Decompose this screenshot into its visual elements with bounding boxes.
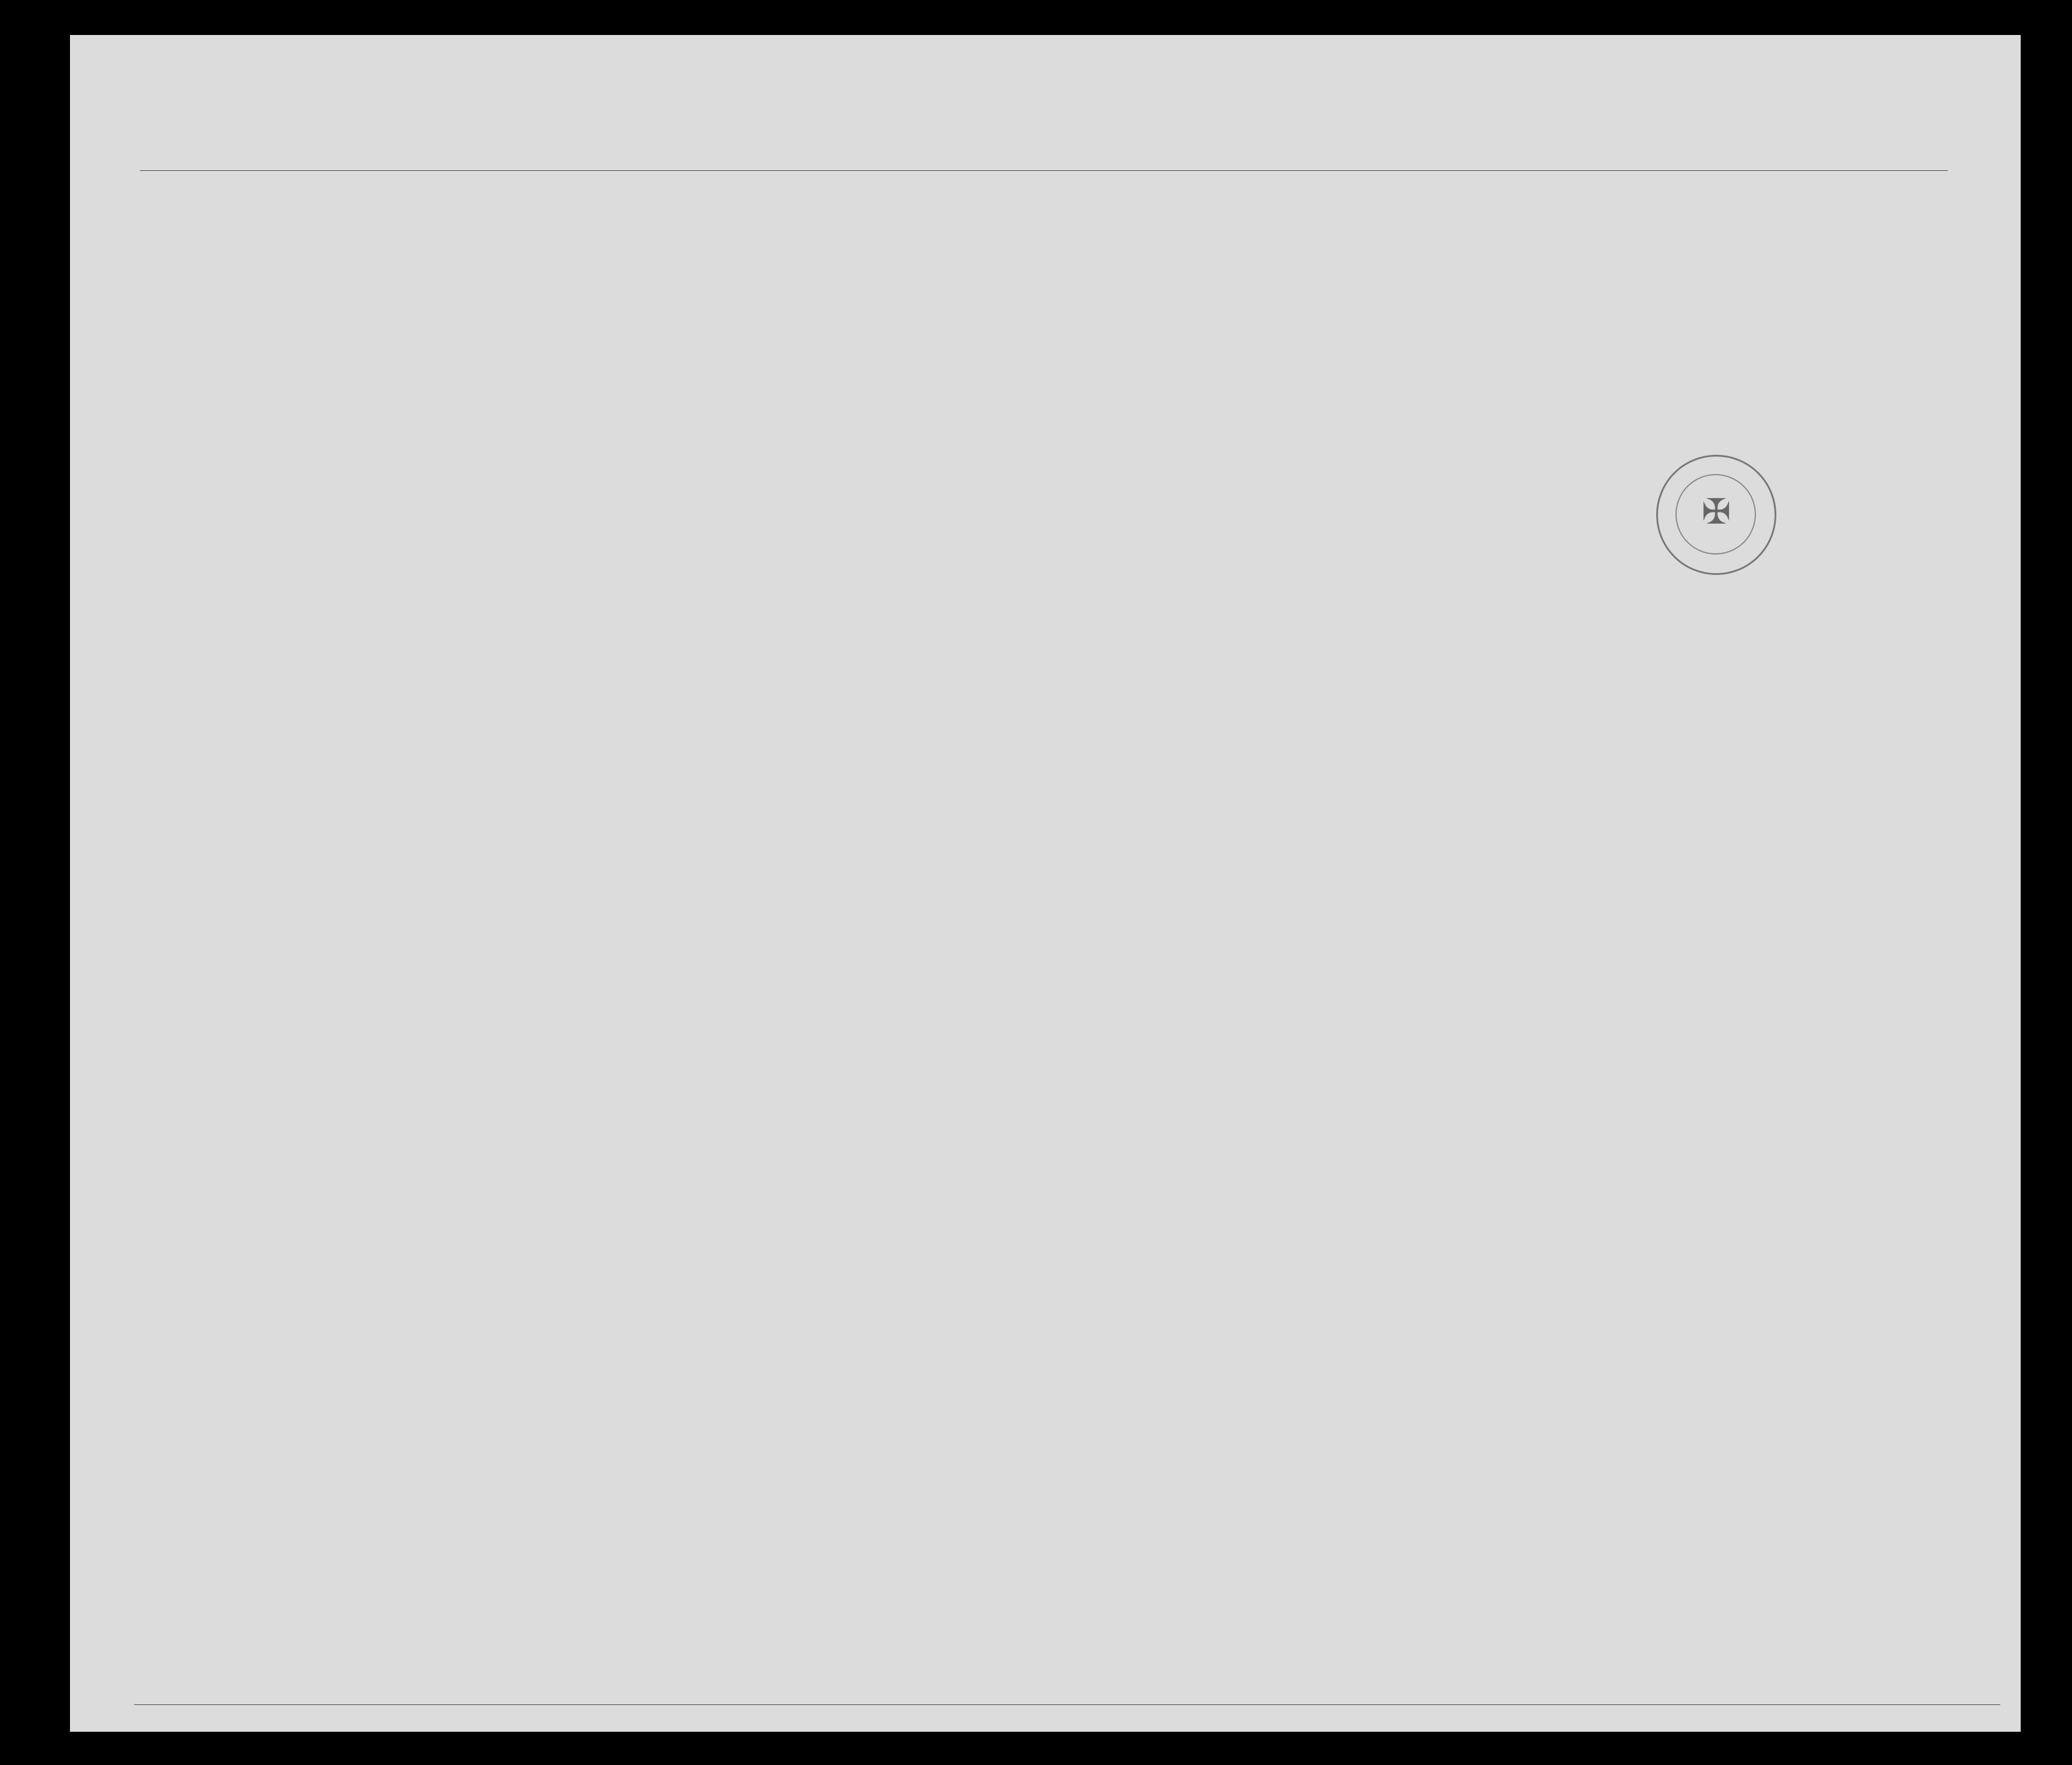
table-content — [70, 35, 2021, 1732]
footer-rule — [134, 1704, 2000, 1705]
eagle-icon: ✠ — [1701, 493, 1731, 531]
consulate-seal-stamp — [1656, 455, 1776, 575]
manifest-sheet — [70, 35, 2021, 1732]
